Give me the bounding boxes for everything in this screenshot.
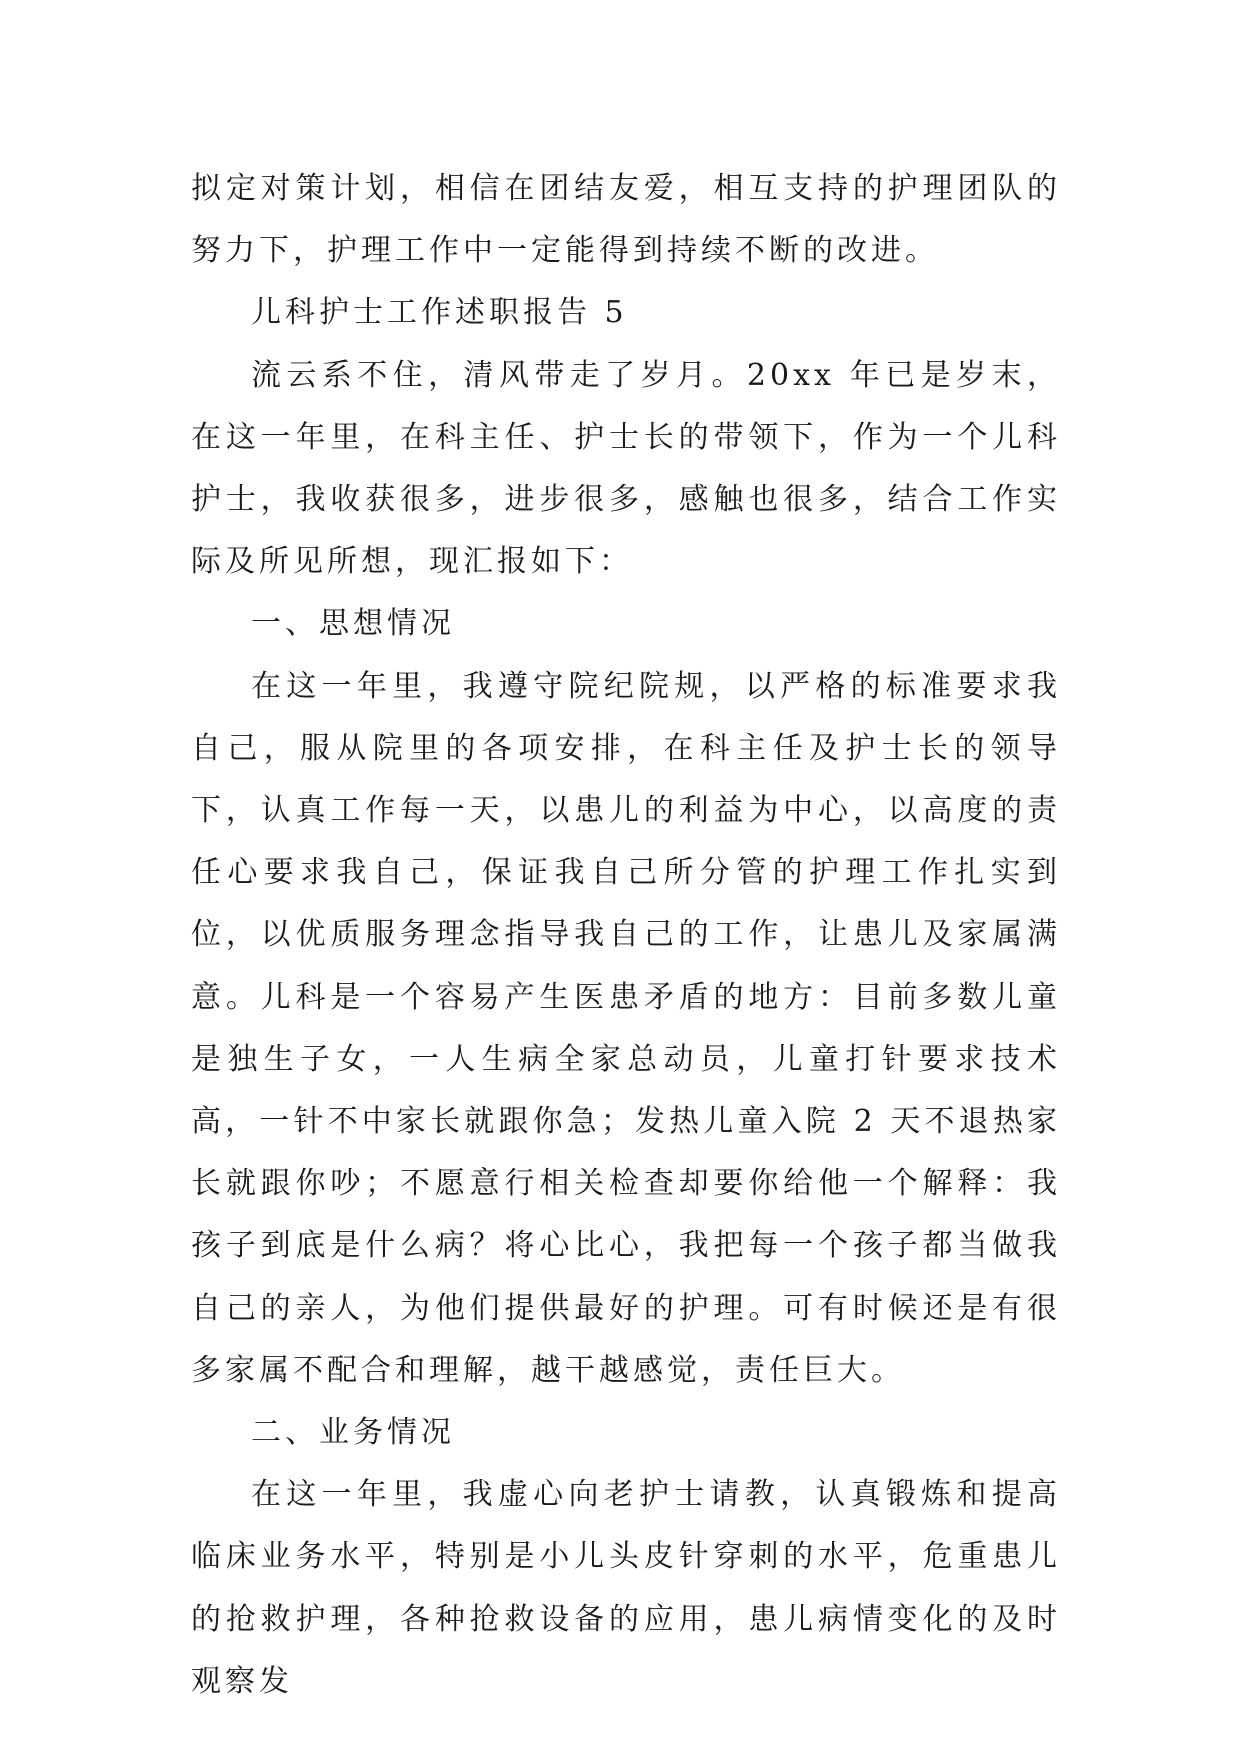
- paragraph-thoughts: 在这一年里，我遵守院纪院规，以严格的标准要求我自己，服从院里的各项安排，在科主任及护士长的领导下，认真工作每一天，以患儿的利益为中心，以高度的责任心要求我自己，保证我自己所分管的护理工作扎实到位，以优质服务理念指导我自己的工作，让患儿及家属满意。儿科是一个容易产生医患矛盾的地方：目前多数儿童是独生子女，一人生病全家总动员，儿童打针要求技术高，一针不中家长就跟你急；发热儿童入院 2 天不退热家长就跟你吵；不愿意行相关检查却要你给他一个解释：我孩子到底是什么病？将心比心，我把每一个孩子都当做我自己的亲人，为他们提供最好的护理。可有时候还是有很多家属不配合和理解，越干越感觉，责任巨大。: [191, 668, 1061, 1388]
- heading-thoughts: 一、思想情况: [251, 606, 455, 642]
- paragraph-continuation: 拟定对策计划，相信在团结友爱，相互支持的护理团队的努力下，护理工作中一定能得到持续不断的改进。: [191, 171, 1061, 269]
- paragraph-intro: 流云系不住，清风带走了岁月。20xx 年已是岁末，在这一年里，在科主任、护士长的带领下，作为一个儿科护士，我收获很多，进步很多，感触也很多，结合工作实际及所见所想，现汇报如下：: [191, 357, 1061, 580]
- section-title: 儿科护士工作述职报告 5: [251, 295, 628, 331]
- heading-business: 二、业务情况: [251, 1415, 455, 1451]
- document-body: [191, 158, 1061, 1713]
- paragraph-business: 在这一年里，我虚心向老护士请教，认真锻炼和提高临床业务水平，特别是小儿头皮针穿刺的水平，危重患儿的抢救护理，各种抢救设备的应用，患儿病情变化的及时观察发: [191, 1477, 1061, 1699]
